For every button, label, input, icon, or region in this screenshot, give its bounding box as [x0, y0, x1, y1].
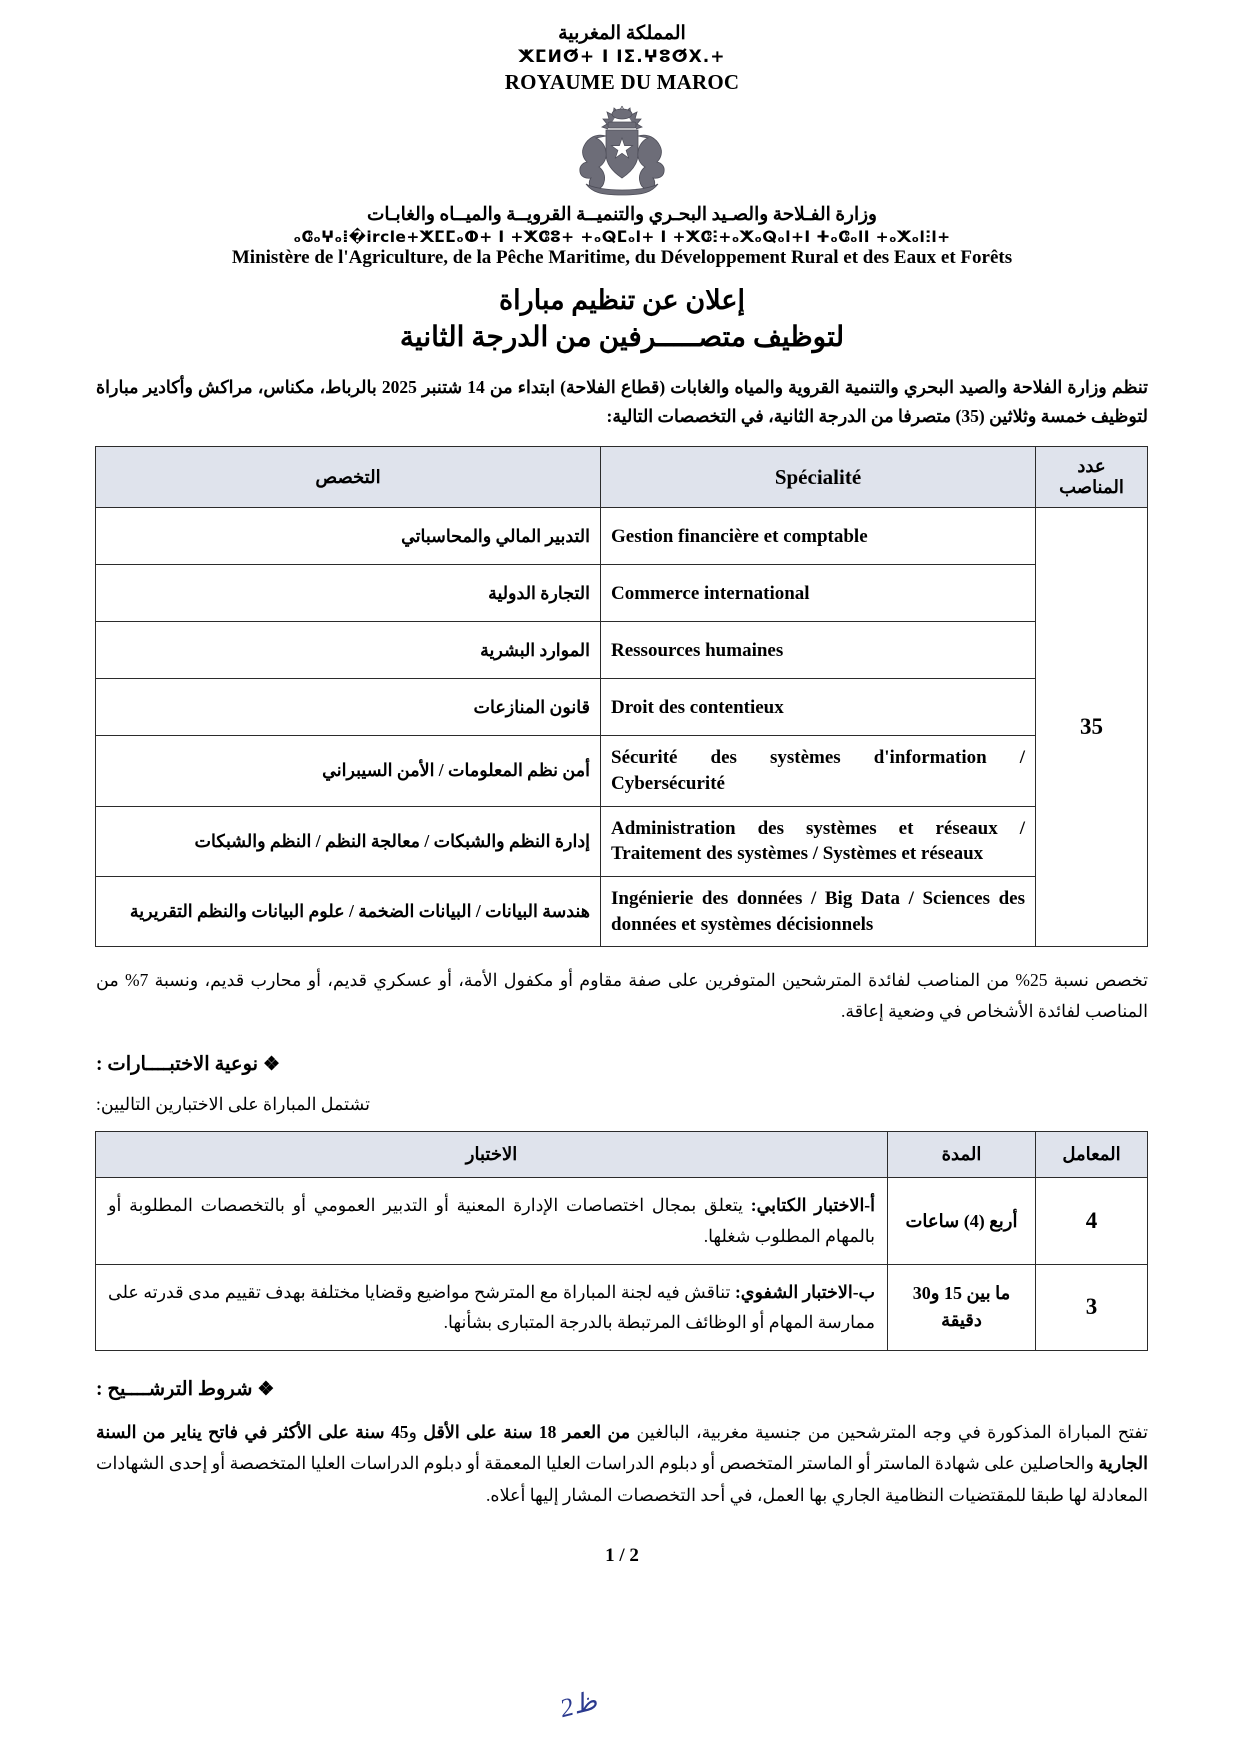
tests-lead-text: تشتمل المباراة على الاختبارين التاليين:: [96, 1094, 370, 1115]
document-header: [96, 22, 1148, 269]
header-coefficient: المعامل: [1036, 1132, 1148, 1178]
announcement-title-line1: إعلان عن تنظيم مباراة: [499, 285, 745, 316]
handwritten-annotation: ظ2: [556, 1685, 600, 1724]
table-header-row: [96, 447, 1148, 508]
header-positions-count: عدد المناصب: [1036, 447, 1148, 508]
speciality-french-cell: Commerce international: [601, 565, 1036, 622]
diamond-bullet-icon-2: ❖: [257, 1378, 275, 1400]
speciality-arabic-cell: إدارة النظم والشبكات / معالجة النظم / النظم والشبكات: [96, 806, 601, 876]
diamond-bullet-icon: ❖: [262, 1054, 280, 1076]
table-row: [96, 508, 1148, 565]
speciality-arabic-cell: التدبير المالي والمحاسباتي: [96, 508, 601, 565]
tests-table: [95, 1131, 1148, 1351]
ministry-name-french: Ministère de l'Agriculture, de la Pêche Maritime, du Développement Rural et des Eaux et Forêts: [231, 247, 1013, 269]
page-number: 1 / 2: [605, 1545, 639, 1567]
table-row: [96, 679, 1148, 736]
conditions-text-run: والحاصلين على شهادة الماستر أو الماستر المتخصص أو دبلوم الدراسات العليا المعمقة أو دبلوم الدراسات العليا المتخصصة أو إحدى الشهادات المعادلة لها طبقا للمقتضيات النظامية الجاري بها العمل، في أحد التخصصات المشار إليها أعلاه.: [96, 1453, 1148, 1505]
conditions-paragraph: [96, 1417, 1148, 1512]
test-label: ب-الاختبار الشفوي:: [734, 1281, 876, 1302]
speciality-arabic-cell: أمن نظم المعلومات / الأمن السيبراني: [96, 736, 601, 806]
conditions-section-heading: [96, 1377, 1148, 1401]
positions-count-value: 35: [1036, 508, 1148, 947]
header-duration: المدة: [888, 1132, 1036, 1178]
conditions-text-run: و: [408, 1421, 424, 1442]
kingdom-name-french: ROYAUME DU MAROC: [504, 69, 740, 94]
kingdom-name-tifinagh: +.ⵅⵎⵍⵚ+ I ⵏⵉ.ⵖⵓⵚⵝ: [518, 46, 726, 67]
speciality-french-cell: Administration des systèmes et réseaux / Traitement des systèmes / Systèmes et réseaux: [601, 806, 1036, 876]
ministry-name-arabic: وزارة الفـلاحة والصـيد البحـري والتنميــة القرويــة والميــاه والغابـات: [367, 205, 877, 226]
header-speciality-french: Spécialité: [601, 447, 1036, 508]
conditions-heading-label: شروط الترشــــيح :: [96, 1378, 253, 1400]
table-row: [96, 565, 1148, 622]
header-speciality-arabic: التخصص: [96, 447, 601, 508]
tests-table-row: [96, 1178, 1148, 1264]
duration-value: أربع (4) ساعات: [888, 1178, 1036, 1264]
tests-section-heading: [96, 1052, 1148, 1076]
conditions-text-run: تفتح المباراة المذكورة في وجه المترشحين من جنسية مغربية، البالغين: [630, 1421, 1149, 1442]
tests-header-row: [96, 1132, 1148, 1178]
speciality-arabic-cell: قانون المنازعات: [96, 679, 601, 736]
table-row: [96, 876, 1148, 946]
speciality-arabic-cell: الموارد البشرية: [96, 622, 601, 679]
test-label: أ-الاختبار الكتابي:: [750, 1195, 875, 1216]
coefficient-value: 4: [1036, 1178, 1148, 1264]
announcement-title-line2: لتوظيف متصـــــرفين من الدرجة الثانية: [399, 322, 845, 354]
speciality-french-cell: Gestion financière et comptable: [601, 508, 1036, 565]
speciality-arabic-cell: هندسة البيانات / البيانات الضخمة / علوم البيانات والنظم التقريرية: [96, 876, 601, 946]
kingdom-name-arabic: المملكة المغربية: [558, 23, 686, 44]
test-description-cell: أ-الاختبار الكتابي: يتعلق بمجال اختصاصات الإدارة المعنية أو التدبير العمومي أو بالتخصصات المطلوبة أو بالمهام المطلوب شغلها.: [96, 1178, 888, 1264]
speciality-french-cell: Ressources humaines: [601, 622, 1036, 679]
specialties-table: [95, 446, 1148, 947]
conditions-emphasis: 45 سنة على الأكثر في فاتح يناير من السنة الجارية: [96, 1421, 1148, 1474]
coefficient-value: 3: [1036, 1264, 1148, 1350]
conditions-emphasis: من العمر 18 سنة على الأقل: [423, 1421, 631, 1442]
table-row: [96, 622, 1148, 679]
speciality-french-cell: Sécurité des systèmes d'information / Cybersécurité: [601, 736, 1036, 806]
coat-of-arms-icon: [556, 102, 688, 198]
intro-paragraph: تنظم وزارة الفلاحة والصيد البحري والتنمية القروية والمياه والغابات (قطاع الفلاحة) ابتداء من 14 شتنبر 2025 بالرباط، مكناس، مراكش وأكادير مباراة لتوظيف خمسة وثلاثين (35) متصرفا من الدرجة الثانية، في التخصصات التالية:: [96, 376, 1149, 426]
speciality-french-cell: Ingénierie des données / Big Data / Sciences des données et systèmes décisionnels: [601, 876, 1036, 946]
duration-value: ما بين 15 و30 دقيقة: [888, 1264, 1036, 1350]
table-row: [96, 736, 1148, 806]
tests-heading-label: نوعية الاختبــــارات :: [96, 1054, 259, 1076]
speciality-french-cell: Droit des contentieux: [601, 679, 1036, 736]
quota-note: تخصص نسبة 25% من المناصب لفائدة المترشحين المتوفرين على صفة مقاوم أو مكفول الأمة، أو عسكري قديم، أو محارب قديم، ونسبة 7% من المناصب لفائدة الأشخاص في وضعية إعاقة.: [96, 970, 1148, 1021]
speciality-arabic-cell: التجارة الدولية: [96, 565, 601, 622]
ministry-name-tifinagh: +ₒⵛₒⵖₒⵂ�ircle+ⵅⵎⵎₒⵀ+ ⵏ +ⵅⵛⵓ+ +ₒⵕⵎₒl+ ⵏ +ⵅⵛⵗ+ₒⵅₒⵕₒl+ⵏ ⵜₒⵛₒlⵏ +ₒⵅₒlⵗl: [293, 228, 951, 247]
test-description-cell: ب-الاختبار الشفوي: تناقش فيه لجنة المباراة مع المترشح مواضيع وقضايا مختلفة بهدف تقييم مدى قدرته على ممارسة المهام أو الوظائف المرتبطة بالدرجة المتبارى بشأنها.: [96, 1264, 888, 1350]
table-row: [96, 806, 1148, 876]
tests-table-row: [96, 1264, 1148, 1350]
header-test: الاختبار: [96, 1132, 888, 1178]
